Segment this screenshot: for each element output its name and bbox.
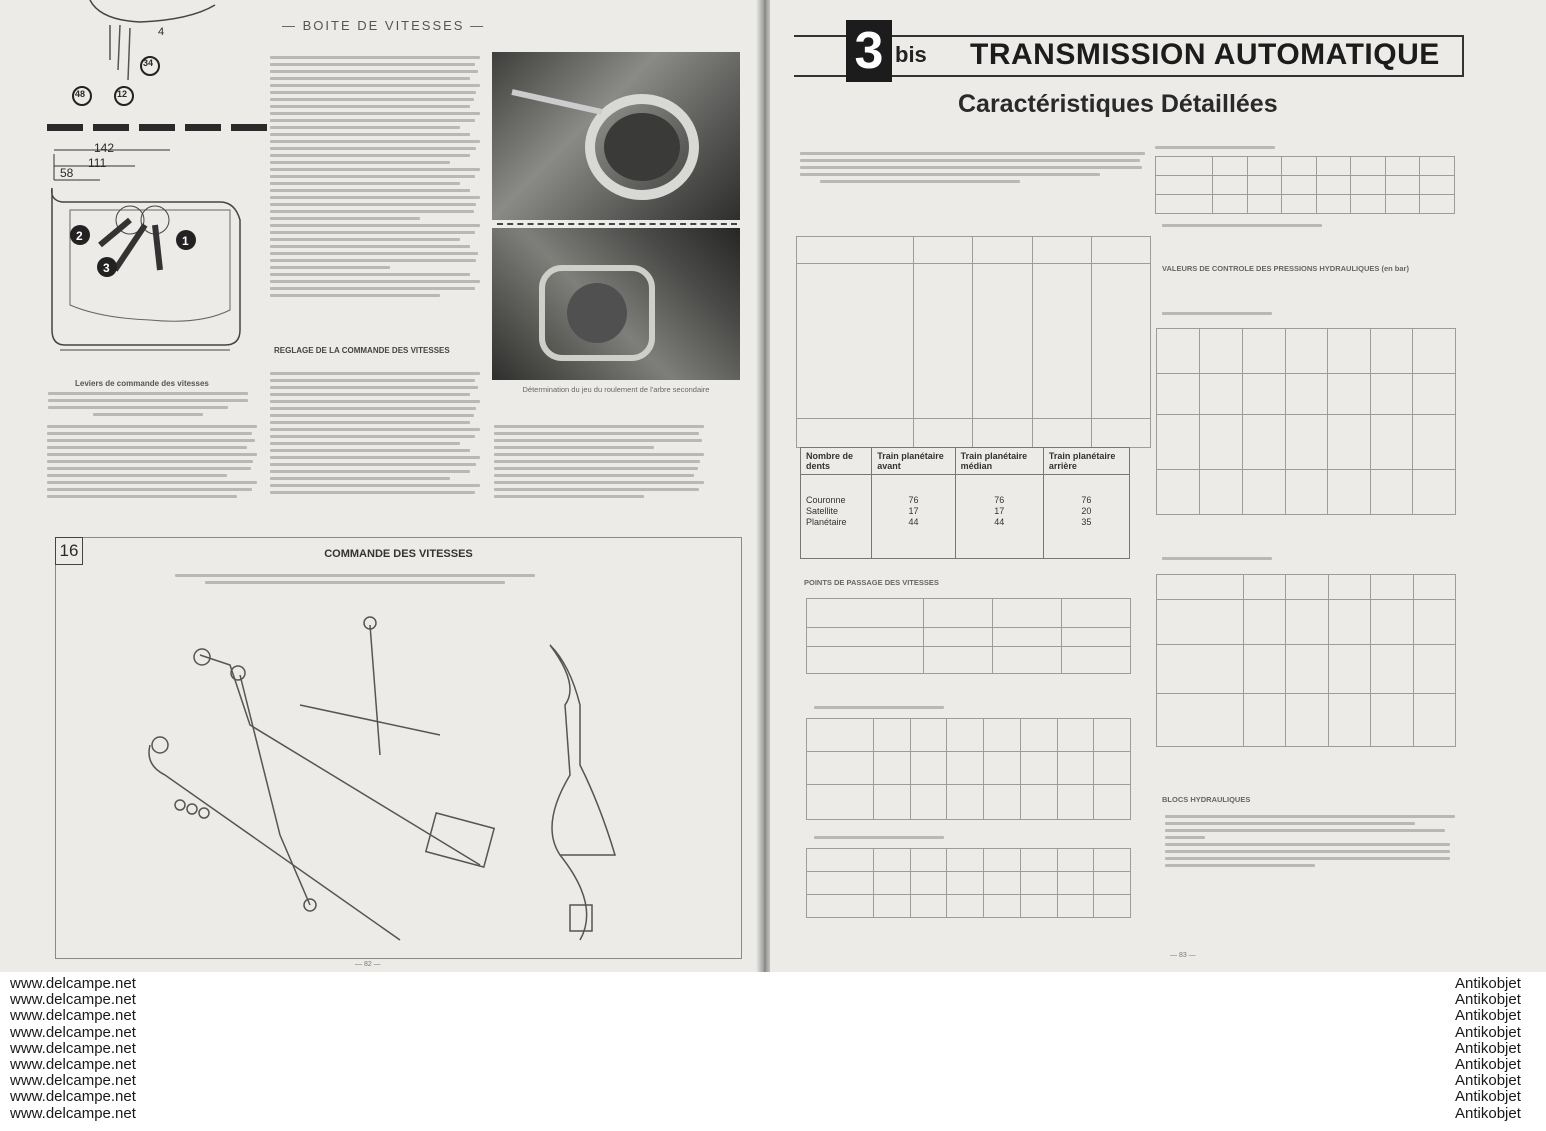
watermark-line: Antikobjet bbox=[1455, 1104, 1521, 1122]
separator-dashes bbox=[47, 124, 267, 131]
lever-2-label: 2 bbox=[76, 229, 83, 243]
shift-points-table bbox=[806, 598, 1131, 674]
watermark-line: Antikobjet bbox=[1455, 1039, 1521, 1057]
middle-column-text-2 bbox=[270, 372, 480, 498]
trains-value: 76 bbox=[908, 495, 919, 505]
trains-header-teeth: Nombre de dents bbox=[801, 448, 872, 475]
callout-34: 34 bbox=[143, 58, 154, 68]
watermark-line: Antikobjet bbox=[1455, 991, 1521, 1009]
trains-value: 44 bbox=[908, 517, 919, 527]
left-page-number: — 82 — bbox=[355, 961, 381, 968]
middle-column-text bbox=[270, 56, 480, 301]
watermark-line: Antikobjet bbox=[1455, 1088, 1521, 1106]
trains-label-planetaire: Planétaire bbox=[806, 517, 847, 527]
blocs-text bbox=[1165, 815, 1455, 871]
left-column-text bbox=[47, 425, 257, 502]
trains-value: 17 bbox=[908, 506, 919, 516]
section-points-passage: POINTS DE PASSAGE DES VITESSES bbox=[804, 578, 939, 587]
photo-divider bbox=[497, 223, 737, 225]
chapter-suffix: bis bbox=[895, 42, 927, 67]
watermark-line: www.delcampe.net bbox=[10, 1023, 136, 1041]
small-table-label bbox=[1155, 146, 1275, 153]
trains-value: 76 bbox=[994, 495, 1005, 505]
regulator-label bbox=[1162, 557, 1272, 564]
figure-caption: Leviers de commande des vitesses bbox=[75, 379, 209, 388]
callout-48: 48 bbox=[75, 89, 86, 99]
chapter-title: TRANSMISSION AUTOMATIQUE bbox=[970, 38, 1440, 71]
regulator-pressure-table bbox=[1156, 574, 1456, 747]
intro-text bbox=[800, 152, 1145, 187]
gear-linkage-exploded-diagram bbox=[140, 605, 620, 945]
callout-12: 12 bbox=[117, 89, 128, 99]
vehicle-types-table bbox=[796, 236, 1151, 448]
dimension-58: 58 bbox=[60, 166, 74, 180]
photo-bearing-measure bbox=[492, 52, 740, 220]
watermark-line: Antikobjet bbox=[1455, 975, 1521, 992]
trains-col-rear bbox=[1043, 475, 1129, 559]
lever-position-s-table bbox=[806, 848, 1131, 918]
trains-row-labels bbox=[801, 475, 872, 559]
photo-caption: Détermination du jeu du roulement de l'arbre secondaire bbox=[522, 385, 710, 394]
trains-header-middle: Train planétaire médian bbox=[955, 448, 1043, 475]
watermark-line: Antikobjet bbox=[1455, 1023, 1521, 1041]
trains-header-rear: Train planétaire arrière bbox=[1043, 448, 1129, 475]
dimension-111: 111 bbox=[88, 156, 107, 170]
trains-label-satellite: Satellite bbox=[806, 506, 839, 516]
trains-value: 17 bbox=[994, 506, 1005, 516]
figure-caption-body bbox=[48, 392, 248, 420]
watermark-line: www.delcampe.net bbox=[10, 1056, 136, 1074]
trains-value: 20 bbox=[1081, 506, 1092, 516]
trains-col-front bbox=[872, 475, 955, 559]
photo-gearbox-housing bbox=[492, 228, 740, 380]
table-label-2 bbox=[814, 836, 944, 843]
figure-number: 16 bbox=[55, 537, 83, 565]
watermark-line: Antikobjet bbox=[1455, 1056, 1521, 1074]
watermark-line: www.delcampe.net bbox=[10, 1007, 136, 1025]
right-column-text bbox=[494, 425, 706, 502]
table-label bbox=[814, 706, 944, 713]
watermark-line: www.delcampe.net bbox=[10, 1104, 136, 1122]
watermark-line: Antikobjet bbox=[1455, 1072, 1521, 1090]
watermark-line: Antikobjet bbox=[1455, 1007, 1521, 1025]
section-heading-reglage: REGLAGE DE LA COMMANDE DES VITESSES bbox=[274, 346, 450, 355]
table-footnote bbox=[1162, 224, 1322, 231]
running-head: — BOITE DE VITESSES — bbox=[282, 18, 486, 33]
right-page bbox=[770, 0, 1546, 972]
modulation-pressure-table bbox=[1156, 328, 1456, 515]
trains-label-couronne: Couronne bbox=[806, 495, 846, 505]
lever-position-d-table bbox=[806, 718, 1131, 820]
watermark-left bbox=[10, 976, 136, 1122]
trains-value: 76 bbox=[1081, 495, 1092, 505]
watermark-line: www.delcampe.net bbox=[10, 1072, 136, 1090]
lever-1-label: 1 bbox=[182, 234, 189, 248]
trains-value: 44 bbox=[994, 517, 1005, 527]
callout-4: 4 bbox=[158, 26, 165, 38]
section-pressions: VALEURS DE CONTROLE DES PRESSIONS HYDRAULIQUES (en bar) bbox=[1162, 264, 1409, 273]
watermark-line: www.delcampe.net bbox=[10, 1039, 136, 1057]
lever-3-label: 3 bbox=[103, 261, 110, 275]
trains-col-middle bbox=[955, 475, 1043, 559]
trains-header-front: Train planétaire avant bbox=[872, 448, 955, 475]
modulation-label bbox=[1162, 312, 1272, 319]
section-blocs: BLOCS HYDRAULIQUES bbox=[1162, 795, 1251, 804]
watermark-line: www.delcampe.net bbox=[10, 1088, 136, 1106]
figure-16-legend bbox=[175, 574, 535, 588]
left-page bbox=[0, 0, 760, 972]
lever-position-l-table bbox=[1155, 156, 1455, 214]
subtitle: Caractéristiques Détaillées bbox=[958, 90, 1278, 118]
right-page-number: — 83 — bbox=[1170, 952, 1196, 959]
watermark-line: www.delcampe.net bbox=[10, 975, 136, 992]
watermark-line: www.delcampe.net bbox=[10, 991, 136, 1009]
dimension-142: 142 bbox=[94, 141, 115, 155]
chapter-number-badge: 3 bbox=[846, 20, 892, 82]
watermark-right bbox=[1455, 976, 1521, 1122]
trains-value: 35 bbox=[1081, 517, 1092, 527]
figure-title: COMMANDE DES VITESSES bbox=[324, 548, 473, 560]
planetary-trains-table bbox=[800, 447, 1130, 559]
